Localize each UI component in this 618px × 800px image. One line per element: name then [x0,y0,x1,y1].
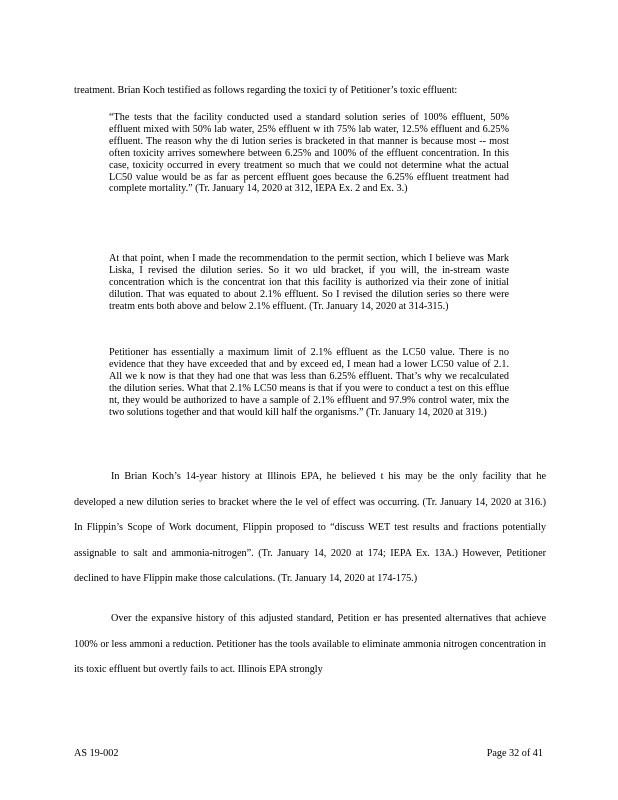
block-quote-2: At that point, when I made the recommendation to the permit section, which I believe was Mark Liska, I revised the dilution series. So it wo uld bracket, if you will, the in-stream waste concentration which is the concentrat ion that this facility is authorized via their zone of initial dilution. That was equated to about 2.1% effluent. So I revised the dilution series so there were treatm ents both above and below 2.1% effluent. (Tr. January 14, 2020 at 314-315.) [109,253,509,312]
body-paragraph-2: Over the expansive history of this adjusted standard, Petition er has presented alternatives that achieve 100% or less ammoni a reduction. Petitioner has the tools available to eliminate ammonia nitrogen concentration in its toxic effluent but overtly fails to act. Illinois EPA strongly [74,613,546,676]
intro-line: treatment. Brian Koch testified as follows regarding the toxici ty of Petitioner’s toxic effluent: [74,85,458,96]
footer-page-number: Page 32 of 41 [486,748,543,759]
body-paragraph-1: In Brian Koch’s 14-year history at Illinois EPA, he believed t his may be the only facility that he developed a new dilution series to bracket where the le vel of effect was occurring. (Tr. January 14, 2020 at 316.) In Flippin’s Scope of Work document, Flippin proposed to “discuss WET test results and fractions potentially assignable to salt and ammonia-nitrogen”. (Tr. January 14, 2020 at 174; IEPA Ex. 13A.) However, Petitioner declined to have Flippin make those calculations. (Tr. January 14, 2020 at 174-175.) [74,471,546,585]
block-quote-3: Petitioner has essentially a maximum limit of 2.1% effluent as the LC50 value. There is no evidence that they have exceeded that and by exceed ed, I mean had a lower LC50 value of 2.1. All we k now is that they had one that was less than 6.25% effluent. That’s why we recalculated the dilution series. What that 2.1% LC50 means is that if you were to conduct a test on this efflue nt, they would be authorized to have a sample of 2.1% effluent and 97.9% control water, mix the two solutions together and that would kill half the organisms.” (Tr. January 14, 2020 at 319.) [109,347,509,418]
footer-docket-number: AS 19-002 [74,748,119,759]
block-quote-1: “The tests that the facility conducted used a standard solution series of 100% effluent, 50% effluent mixed with 50% lab water, 25% effluent w ith 75% lab water, 12.5% effluent and 6.25% effluent. The reason why the di lution series is bracketed in that manner is because most -- most often toxicity arrives somewhere between 6.25% and 100% of the effluent concentration. In this case, toxicity occurred in every treatment so much that we could not determine what the actual LC50 value would be as far as percent effluent goes because the 6.25% effluent treatment had complete mortality.” (Tr. January 14, 2020 at 312, IEPA Ex. 2 and Ex. 3.) [109,112,509,195]
